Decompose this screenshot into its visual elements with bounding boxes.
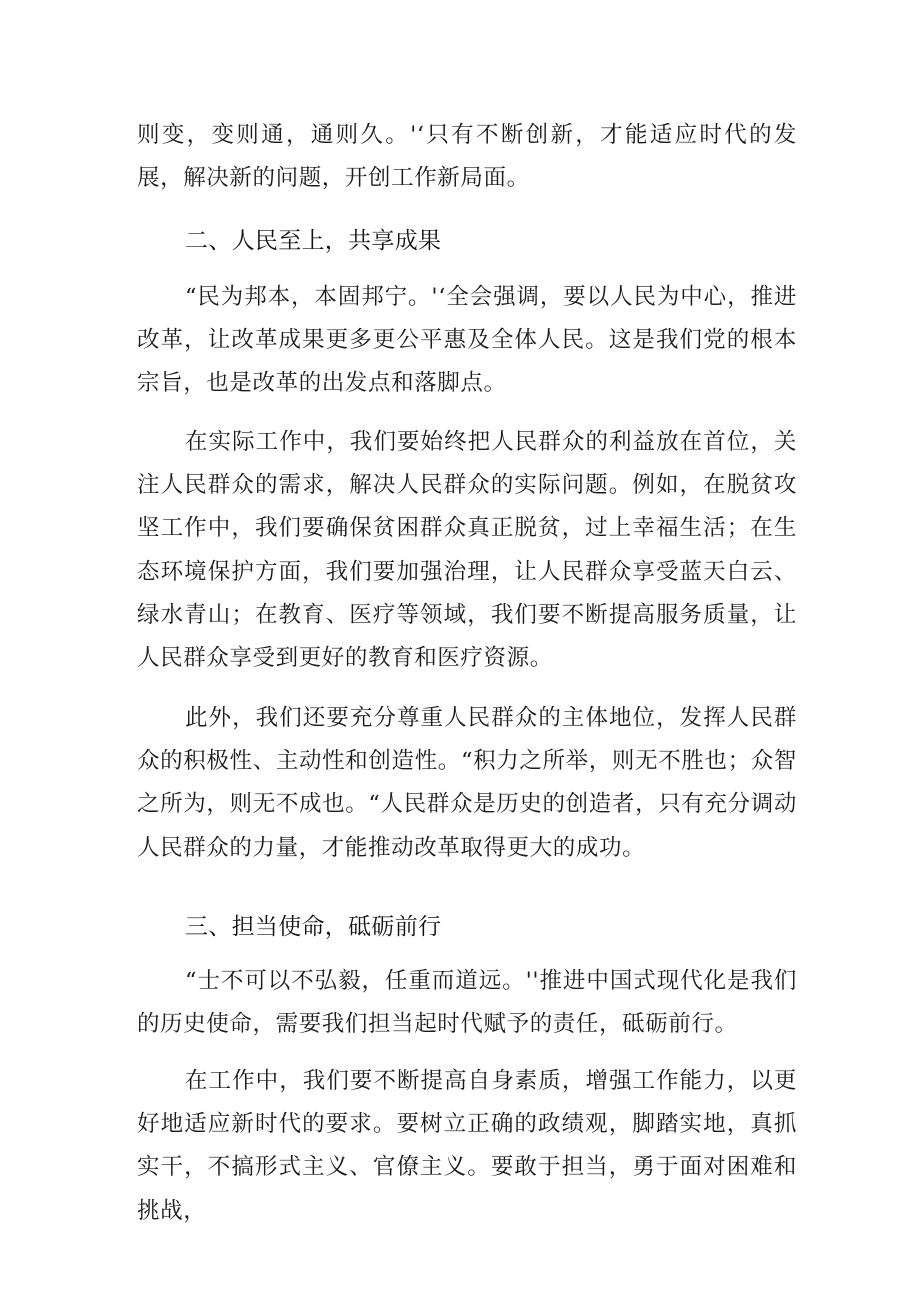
paragraph-innovation-continued: 则变，变则通，通则久。'‘只有不断创新，才能适应时代的发展，解决新的问题，开创工作新局面。 bbox=[137, 122, 797, 192]
paragraph-practical-work: 在实际工作中，我们要始终把人民群众的利益放在首位，关注人民群众的需求，解决人民群众的实际问题。例如，在脱贫攻坚工作中，我们要确保贫困群众真正脱贫，过上幸福生活；在生态环境保护方面，我们要加强治理，让人民群众享受蓝天白云、绿水青山；在教育、医疗等领域，我们要不断提高服务质量，让人民群众享受到更好的教育和医疗资源。 bbox=[137, 429, 797, 672]
paragraph-people-initiative: 此外，我们还要充分尊重人民群众的主体地位，发挥人民群众的积极性、主动性和创造性。“积力之所举，则无不胜也；众智之所为，则无不成也。“人民群众是历史的创造者，只有充分调动人民群众的力量，才能推动改革取得更大的成功。 bbox=[137, 705, 797, 861]
section-heading-mission: 三、担当使命，砥砺前行 bbox=[185, 914, 442, 940]
section-heading-people-first: 二、人民至上，共享成果 bbox=[185, 228, 442, 254]
paragraph-historical-mission: “士不可以不弘毅，任重而道远。''推进中国式现代化是我们的历史使命，需要我们担当起时代赋予的责任，砥砺前行。 bbox=[137, 968, 797, 1038]
paragraph-work-quality: 在工作中，我们要不断提高自身素质，增强工作能力，以更好地适应新时代的要求。要树立正确的政绩观，脚踏实地，真抓实干，不搞形式主义、官僚主义。要敢于担当，勇于面对困难和挑战， bbox=[137, 1068, 797, 1224]
paragraph-people-foundation: “民为邦本，本固邦宁。'‘全会强调，要以人民为中心，推进改革，让改革成果更多更公平惠及全体人民。这是我们党的根本宗旨，也是改革的出发点和落脚点。 bbox=[137, 284, 797, 397]
